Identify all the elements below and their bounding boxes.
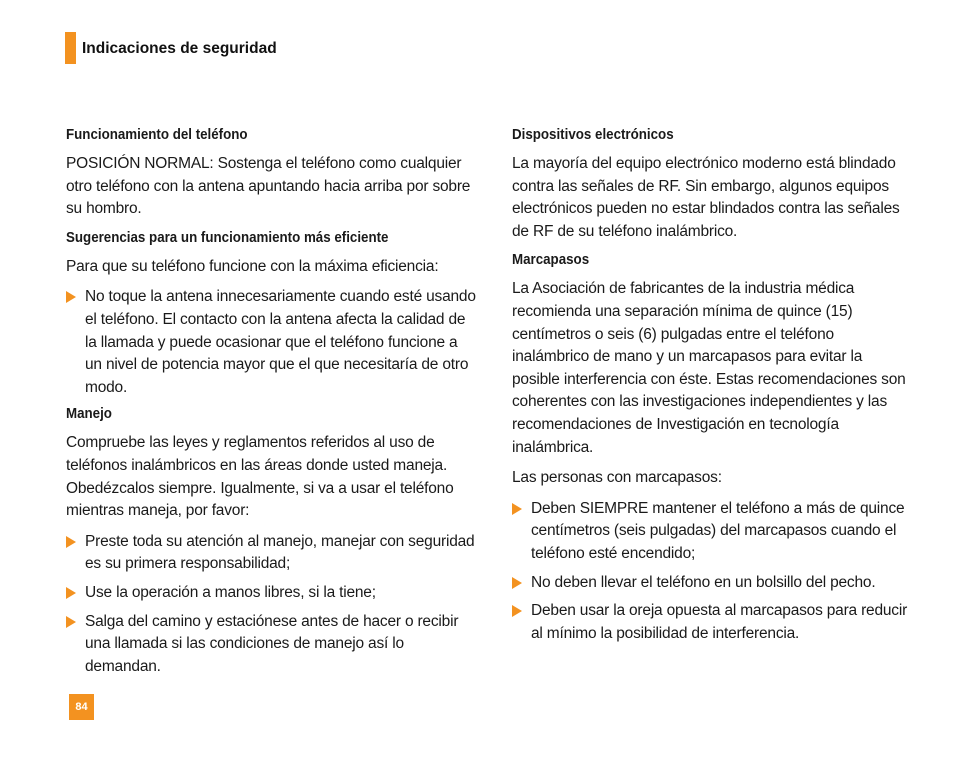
list-item bbox=[66, 582, 476, 605]
list-item-text: Preste toda su atención al manejo, manejar con seguridad es su primera responsabilidad; bbox=[85, 532, 475, 573]
bullet-arrow-icon bbox=[512, 605, 522, 617]
section-title-phone-operation: Funcionamiento del teléfono bbox=[66, 127, 248, 143]
list-item bbox=[66, 611, 476, 679]
list-item-text: Deben SIEMPRE mantener el teléfono a más de quince centímetros (seis pulgadas) del marcapasos cuando el teléfono esté encendido; bbox=[531, 499, 905, 562]
list-item bbox=[66, 531, 476, 576]
page-title: Indicaciones de seguridad bbox=[82, 40, 277, 57]
list-item-text: Use la operación a manos libres, si la tiene; bbox=[85, 583, 376, 601]
list-item-text: No deben llevar el teléfono en un bolsillo del pecho. bbox=[531, 573, 876, 591]
left-column bbox=[66, 126, 476, 684]
list-item-text: Deben usar la oreja opuesta al marcapasos para reducir al mínimo la posibilidad de interferencia. bbox=[531, 602, 908, 642]
section-paragraph-electronic-devices: La mayoría del equipo electrónico moderno está blindado contra las señales de RF. Sin embargo, algunos equipos electrónicos pueden no estar blindados contra las señales de RF de su teléfono inalámbrico. bbox=[512, 155, 900, 240]
list-item bbox=[512, 600, 912, 645]
section-title-electronic-devices: Dispositivos electrónicos bbox=[512, 127, 674, 143]
section-title-pacemakers: Marcapasos bbox=[512, 252, 590, 269]
list-item-text: Salga del camino y estaciónese antes de hacer o recibir una llamada si las condiciones de manejo así lo demandan. bbox=[85, 612, 459, 675]
page-number-badge: 84 bbox=[69, 694, 94, 720]
section-paragraph-pacemakers: La Asociación de fabricantes de la industria médica recomienda una separación mínima de quince (15) centímetros o seis (6) pulgadas entre el teléfono inalámbrico de mano y un marcapasos para evitar la posible interferencia con éste. Estas recomendaciones son coherentes con las investigaciones independientes y las recomendaciones de Investigación en tecnología inalámbrica. bbox=[512, 280, 906, 456]
section-title-driving: Manejo bbox=[66, 406, 112, 423]
section-paragraph-efficiency-tips: Para que su teléfono funcione con la máxima eficiencia: bbox=[66, 257, 439, 275]
list-item bbox=[512, 572, 912, 595]
right-column bbox=[512, 126, 912, 651]
section-title-efficiency-tips: Sugerencias para un funcionamiento más eficiente bbox=[66, 229, 389, 246]
bullet-arrow-icon bbox=[66, 587, 76, 599]
bullet-arrow-icon bbox=[512, 577, 522, 589]
bullet-arrow-icon bbox=[512, 503, 522, 515]
list-item bbox=[66, 286, 476, 399]
section-paragraph-phone-operation: POSICIÓN NORMAL: Sostenga el teléfono como cualquier otro teléfono con la antena apuntando hacia arriba por sobre su hombro. bbox=[66, 155, 471, 218]
list-item bbox=[512, 498, 912, 566]
header-accent-bar bbox=[65, 32, 76, 64]
bullet-arrow-icon bbox=[66, 291, 76, 303]
list-item-text: No toque la antena innecesariamente cuando esté usando el teléfono. El contacto con la antena afecta la calidad de la llamada y puede ocasionar que el teléfono funcione a un nivel de potencia mayor que el que necesitaría de otro modo. bbox=[85, 288, 476, 396]
bullet-arrow-icon bbox=[66, 616, 76, 628]
bullet-arrow-icon bbox=[66, 536, 76, 548]
section-paragraph-pacemaker-users: Las personas con marcapasos: bbox=[512, 469, 722, 487]
section-paragraph-driving: Compruebe las leyes y reglamentos referidos al uso de teléfonos inalámbricos en las áreas donde usted maneja. Obedézcalos siempre. Igualmente, si va a usar el teléfono mientras maneja, por favor: bbox=[66, 434, 454, 520]
